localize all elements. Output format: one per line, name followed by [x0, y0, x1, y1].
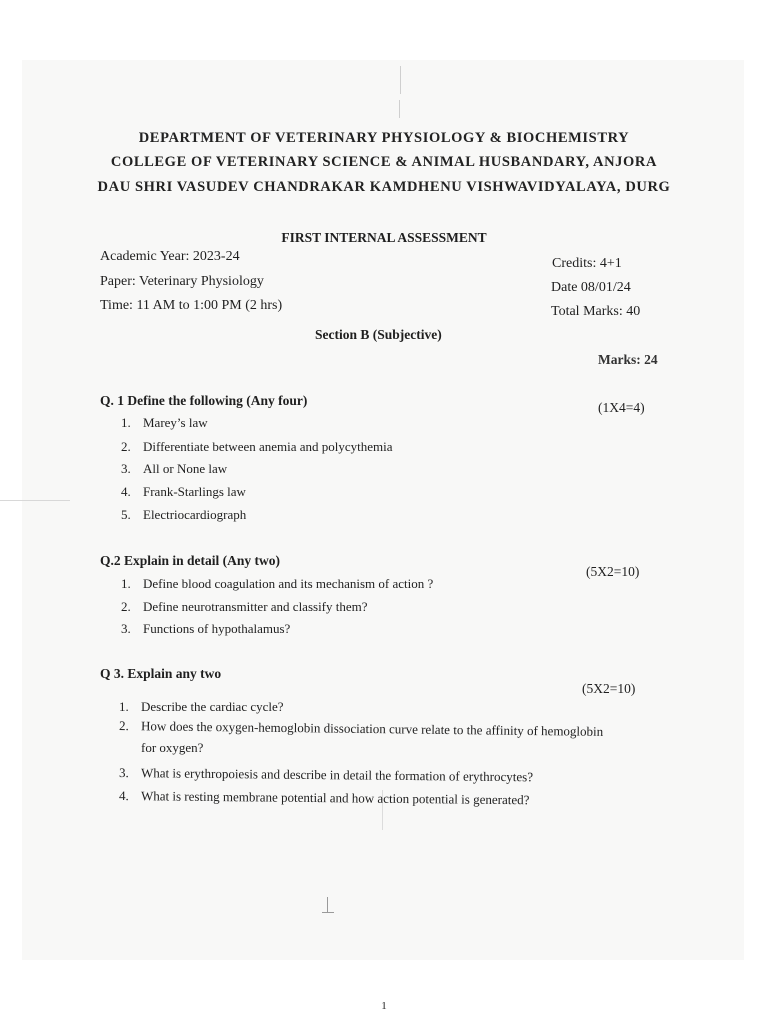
scan-mark	[400, 66, 401, 94]
list-item: 4. Frank-Starlings law	[121, 484, 246, 499]
question-2-marks: (5X2=10)	[586, 564, 640, 579]
scan-mark	[322, 912, 334, 913]
list-item: 4. What is resting membrane potential and how action potential is generated?	[118, 788, 530, 808]
list-item: 1. Define blood coagulation and its mechanism of action ?	[121, 576, 434, 591]
scan-mark	[0, 500, 70, 501]
department-heading: DEPARTMENT OF VETERINARY PHYSIOLOGY & BIOCHEMISTRY	[138, 130, 630, 146]
exam-title: FIRST INTERNAL ASSESSMENT	[281, 230, 487, 245]
section-title: Section B (Subjective)	[315, 327, 442, 342]
page-number: 1	[381, 1000, 387, 1012]
college-heading: COLLEGE OF VETERINARY SCIENCE & ANIMAL HUSBANDARY, ANJORA	[110, 154, 658, 170]
question-1-title: Q. 1 Define the following (Any four)	[100, 393, 308, 408]
list-item: for oxygen?	[141, 740, 204, 755]
credits: Credits: 4+1	[552, 256, 622, 271]
exam-time: Time: 11 AM to 1:00 PM (2 hrs)	[100, 298, 283, 313]
question-3-title: Q 3. Explain any two	[100, 666, 222, 681]
list-item: 3. What is erythropoiesis and describe in detail the formation of erythrocytes?	[118, 765, 534, 785]
list-item: 2. How does the oxygen-hemoglobin dissociation curve relate to the affinity of hemoglobin	[118, 718, 604, 739]
section-marks: Marks: 24	[598, 352, 658, 367]
question-3-marks: (5X2=10)	[582, 681, 636, 696]
scan-mark	[399, 100, 400, 118]
list-item: 2. Differentiate between anemia and polycythemia	[121, 439, 393, 454]
scan-mark	[327, 897, 328, 913]
list-item: 1. Describe the cardiac cycle?	[119, 699, 284, 714]
question-2-title: Q.2 Explain in detail (Any two)	[100, 553, 281, 568]
list-item: 3. All or None law	[121, 461, 228, 476]
paper-name: Paper: Veterinary Physiology	[100, 274, 264, 289]
list-item: 5. Electriocardiograph	[121, 507, 247, 522]
university-heading: DAU SHRI VASUDEV CHANDRAKAR KAMDHENU VISHWAVIDYALAYA, DURG	[97, 179, 671, 195]
list-item: 3. Functions of hypothalamus?	[121, 621, 291, 636]
question-1-marks: (1X4=4)	[598, 400, 645, 415]
total-marks: Total Marks: 40	[551, 304, 641, 319]
academic-year: Academic Year: 2023-24	[100, 249, 240, 264]
exam-date: Date 08/01/24	[551, 280, 631, 295]
list-item: 1. Marey’s law	[121, 415, 208, 430]
list-item: 2. Define neurotransmitter and classify them?	[121, 599, 368, 614]
